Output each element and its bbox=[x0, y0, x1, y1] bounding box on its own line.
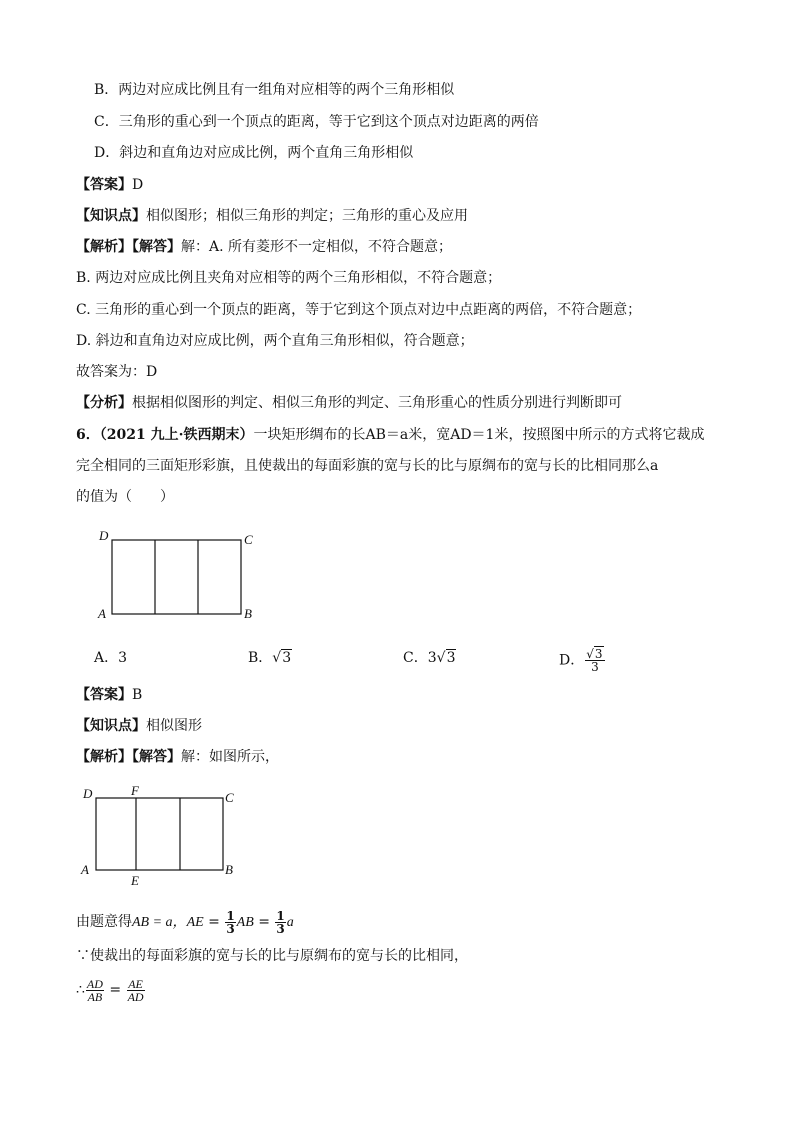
given-statement: 由题意得AB = a，AE = $\frac{1}{3}$ AB = $\frac{1}{3}$ a bbox=[76, 908, 294, 936]
vertex-d: D bbox=[83, 786, 93, 801]
q5-answer bbox=[76, 175, 143, 195]
fraction-ad-ab: $\frac{AD}{AB}$ bbox=[86, 976, 103, 1004]
fraction-one-third: $\frac{1}{3}$ bbox=[276, 908, 285, 936]
option-a: A．3 bbox=[94, 650, 128, 666]
vertex-c: C bbox=[225, 790, 234, 805]
vertex-b: B bbox=[225, 862, 233, 877]
vertex-f: F bbox=[131, 784, 139, 798]
vertex-b: B bbox=[244, 606, 252, 621]
answer-tag: 【答案】 bbox=[76, 177, 132, 193]
q6-solution-intro: 【解析】【解答】解：如图所示， bbox=[76, 749, 279, 765]
option-b: B．√3 bbox=[248, 650, 292, 666]
sqrt-symbol: √3 bbox=[272, 650, 292, 666]
rectangle-figure-2 bbox=[78, 784, 248, 890]
solution-tag: 【解答】 bbox=[132, 239, 181, 255]
vertex-e: E bbox=[131, 873, 139, 888]
vertex-a: A bbox=[98, 606, 106, 621]
q6-stem-line1 bbox=[76, 425, 704, 445]
option-d: D． $\frac{√3}{3}$ bbox=[559, 647, 603, 674]
sqrt-symbol: √3 bbox=[436, 650, 456, 666]
vertex-d: D bbox=[99, 528, 109, 543]
outer-rectangle bbox=[112, 540, 241, 614]
because-line: ∵使裁出的每面彩旗的宽与长的比与原绸布的宽与长的比相同， bbox=[76, 948, 468, 964]
stem-text: 一块矩形绸布的长AB＝a米，宽AD＝1米，按照图中所示的方式将它裁成 bbox=[253, 427, 705, 443]
question-number: 6． bbox=[76, 427, 100, 443]
option-b-prev: B．两边对应成比例且有一组角对应相等的两个三角形相似 bbox=[94, 82, 455, 98]
option-c: C．3√3 bbox=[403, 650, 456, 666]
kp-value: 相似图形；相似三角形的判定；三角形的重心及应用 bbox=[146, 208, 468, 224]
q5-solution-line5: 故答案为：D bbox=[76, 364, 158, 380]
fraction-one-third: $\frac{1}{3}$ bbox=[226, 908, 235, 936]
therefore-ratio: ∴ $\frac{AD}{AB}$ = $\frac{AE}{AD}$ bbox=[76, 976, 144, 1004]
q6-stem-line2: 完全相同的三面矩形彩旗，且使裁出的每面彩旗的宽与长的比与原绸布的宽与长的比相同那么a bbox=[76, 458, 659, 474]
kp-tag: 【知识点】 bbox=[76, 208, 146, 224]
q5-solution-line3: C. 三角形的重心到一个顶点的距离，等于它到这个顶点对边中点距离的两倍，不符合题意； bbox=[76, 302, 642, 318]
outer-rectangle bbox=[96, 798, 223, 870]
analysis-tag: 【解析】 bbox=[76, 239, 132, 255]
solution-text: 解：A. 所有菱形不一定相似，不符合题意； bbox=[181, 239, 453, 255]
fenxi-text: 根据相似图形的判定、相似三角形的判定、三角形重心的性质分别进行判断即可 bbox=[132, 395, 622, 411]
q5-solution-line2: B. 两边对应成比例且夹角对应相等的两个三角形相似，不符合题意； bbox=[76, 270, 502, 286]
answer-value: D bbox=[132, 177, 144, 193]
vertex-a: A bbox=[81, 862, 89, 877]
vertex-c: C bbox=[244, 532, 253, 547]
q5-solution-line1 bbox=[76, 237, 452, 257]
rectangle-figure-1 bbox=[95, 526, 265, 624]
option-c-prev: C．三角形的重心到一个顶点的距离，等于它到这个顶点对边距离的两倍 bbox=[94, 114, 539, 130]
question-source: （2021 九上·铁西期末） bbox=[99, 427, 254, 443]
q5-knowledge-point bbox=[76, 206, 468, 226]
fraction-ae-ad: $\frac{AE}{AD}$ bbox=[127, 976, 144, 1004]
option-d-prev: D．斜边和直角边对应成比例，两个直角三角形相似 bbox=[94, 145, 414, 161]
fraction: $\frac{√3}{3}$ bbox=[586, 647, 603, 674]
q6-knowledge-point: 【知识点】相似图形 bbox=[76, 718, 202, 734]
fenxi-tag: 【分析】 bbox=[76, 395, 132, 411]
q6-answer: 【答案】B bbox=[76, 687, 143, 703]
q6-stem-line3: 的值为（ ） bbox=[76, 489, 174, 505]
q5-solution-line4: D. 斜边和直角边对应成比例，两个直角三角形相似，符合题意； bbox=[76, 333, 474, 349]
q5-analysis bbox=[76, 393, 622, 413]
